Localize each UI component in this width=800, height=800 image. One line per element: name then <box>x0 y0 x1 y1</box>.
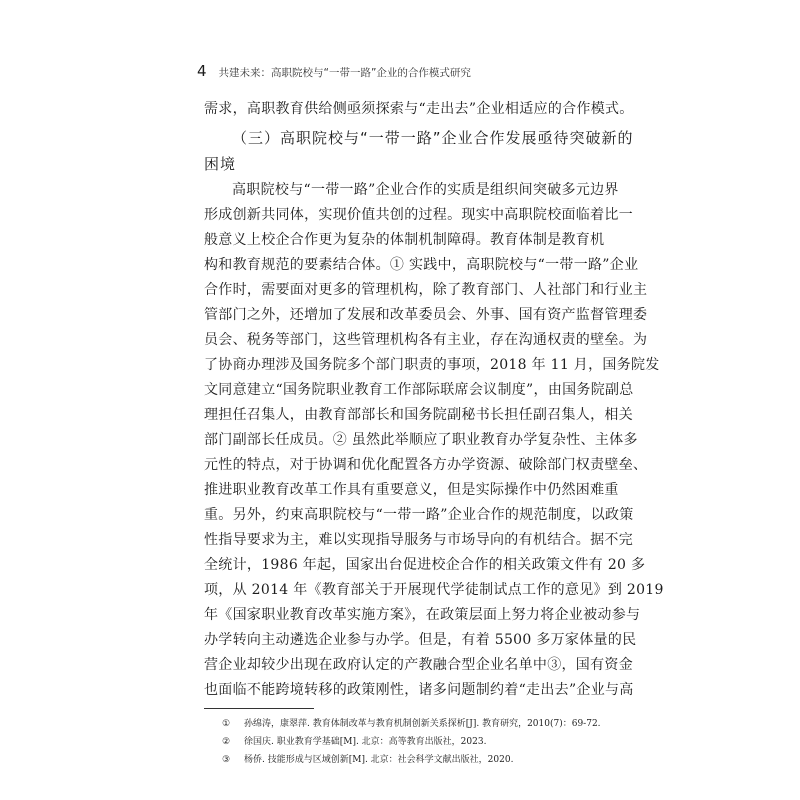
text-line: 构和教育规范的要素结合体。① 实践中，高职院校与“一带一路”企业 <box>204 257 639 273</box>
text-line: 理担任召集人，由教育部部长和国务院副秘书长担任副召集人，相关 <box>204 407 633 423</box>
text-line: 项，从 2014 年《教育部关于开展现代学徒制试点工作的意见》到 2019 <box>204 582 664 598</box>
footnote-text: 孙绵涛，康翠萍. 教育体制改革与教育机制创新关系探析[J]. 教育研究，2010(7)：69-72. <box>244 719 601 729</box>
text-line: 高职院校与“一带一路”企业合作的实质是组织间突破多元边界 <box>232 182 619 198</box>
text-line: 合作时，需要面对更多的管理机构，除了教育部门、人社部门和行业主 <box>204 282 648 298</box>
text-line: 办学转向主动遴选企业参与办学。但是，有着 5500 多万家体量的民 <box>204 632 637 648</box>
running-title: 共建未来：高职院校与“一带一路”企业的合作模式研究 <box>218 67 471 79</box>
footnote-2 <box>222 734 602 750</box>
footnote-mark: ③ <box>222 755 231 765</box>
footnote-divider <box>204 708 314 709</box>
footnote-text: 杨侨. 技能形成与区域创新[M]. 北京：社会科学文献出版社，2020. <box>244 755 514 765</box>
text-line: 元性的特点，对于协调和优化配置各方办学资源、破除部门权责壁垒、 <box>204 457 648 473</box>
text-line: 全统计，1986 年起，国家出台促进校企合作的相关政策文件有 20 多 <box>204 557 646 573</box>
text-line: 般意义上校企合作更为复杂的体制机制障碍。教育体制是教育机 <box>204 232 605 248</box>
text-line: 重。另外，约束高职院校与“一带一路”企业合作的规范制度，以政策 <box>204 507 634 523</box>
text-line: 形成创新共同体，实现价值共创的过程。现实中高职院校面临着比一 <box>204 207 633 223</box>
text-line: 年《国家职业教育改革实施方案》，在政策层面上努力将企业被动参与 <box>204 607 641 623</box>
text-line: 部门副部长任成员。② 虽然此举顺应了职业教育办学复杂性、主体多 <box>204 432 638 448</box>
footnote-text: 徐国庆. 职业教育学基础[M]. 北京：高等教育出版社，2023. <box>244 737 487 747</box>
text-line: 了协商办理涉及国务院多个部门职责的事项，2018 年 11 月，国务院发 <box>204 357 660 373</box>
page-number: 4 <box>197 62 207 80</box>
text-line: 性指导要求为主，难以实现指导服务与市场导向的有机结合。据不完 <box>204 532 633 548</box>
page-header <box>197 62 617 82</box>
text-line: 也面临不能跨境转移的政策刚性，诸多问题制约着“走出去”企业与高 <box>204 682 634 698</box>
footnote-1 <box>222 716 602 732</box>
text-line: 营企业却较少出现在政府认定的产教融合型企业名单中③，国有资金 <box>204 657 633 673</box>
text-line: 员会、税务等部门，这些管理机构各有主业，存在沟通权责的壁垒。为 <box>204 332 648 348</box>
footnote-mark: ① <box>222 719 231 729</box>
text-line: 文同意建立“国务院职业教育工作部际联席会议制度”，由国务院副总 <box>204 382 634 398</box>
text-line: 需求，高职教育供给侧亟须探索与“走出去”企业相适应的合作模式。 <box>204 101 634 117</box>
text-line: 推进职业教育改革工作具有重要意义，但是实际操作中仍然困难重 <box>204 482 619 498</box>
footnote-3 <box>222 752 602 768</box>
section-heading-continued: 困境 <box>204 155 237 173</box>
section-heading: （三）高职院校与“一带一路”企业合作发展亟待突破新的 <box>232 129 634 147</box>
footnote-mark: ② <box>222 737 231 747</box>
text-line: 管部门之外，还增加了发展和改革委员会、外事、国有资产监督管理委 <box>204 307 648 323</box>
